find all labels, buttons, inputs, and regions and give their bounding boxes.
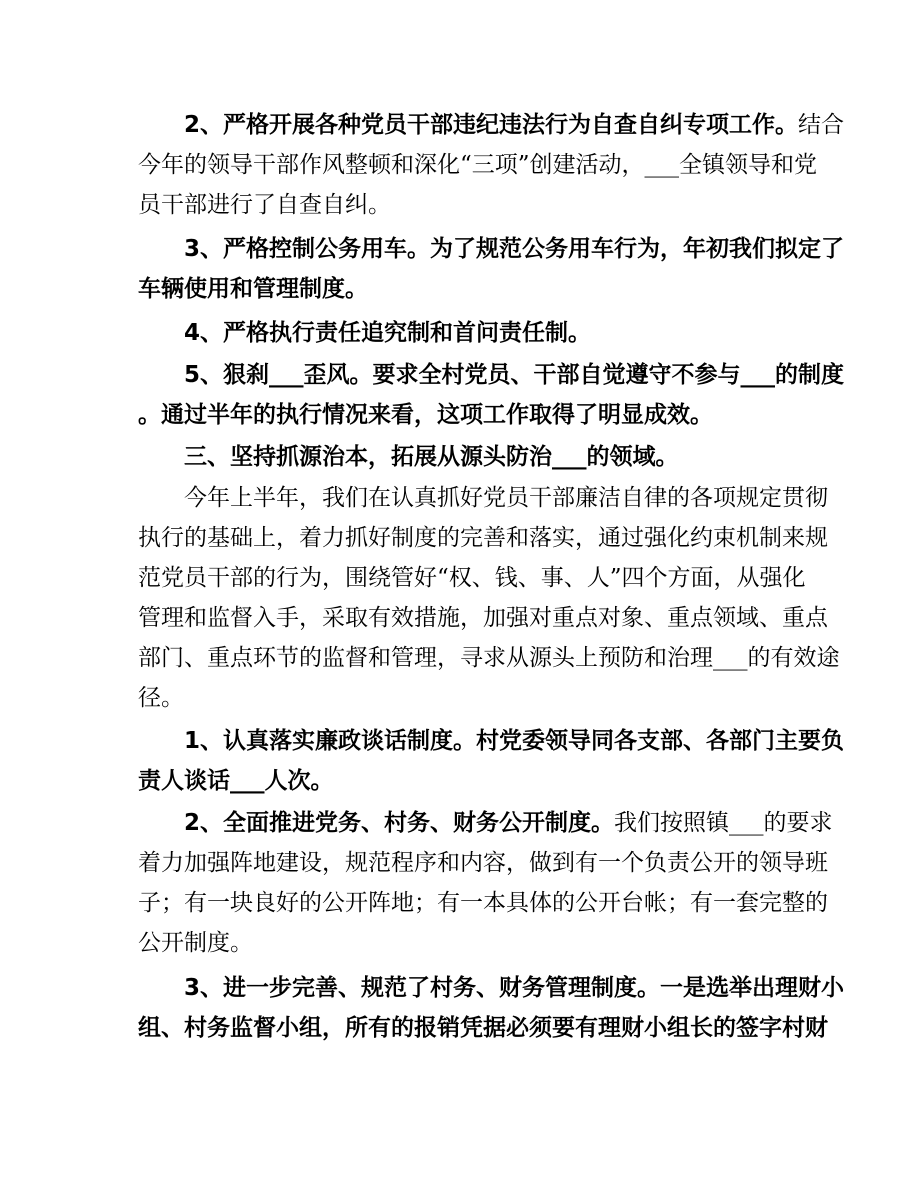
para-1-line-2: 今年的领导干部作风整顿和深化“三项”创建活动，___全镇领导和党	[138, 152, 818, 178]
para-8-line-1: 2、全面推进党务、村务、财务公开制度。我们按照镇___的要求	[184, 810, 833, 836]
para-6-line-4: 管理和监督入手，采取有效措施，加强对重点对象、重点领域、重点	[138, 605, 828, 631]
para-8-line-2: 着力加强阵地建设，规范程序和内容，做到有一个负责公开的领导班	[138, 850, 828, 876]
para-9-line-2: 组、村务监督小组，所有的报销凭据必须要有理财小组长的签字村财	[138, 1015, 828, 1041]
para-4-line-1: 5、狠刹___歪风。要求全村党员、干部自觉遵守不参与___的制度	[184, 362, 845, 388]
para-6-line-3: 范党员干部的行为，围绕管好“权、钱、事、人”四个方面，从强化	[138, 565, 806, 591]
para-1-line-1: 2、严格开展各种党员干部违纪违法行为自查自纠专项工作。结合	[184, 112, 845, 138]
para-7-line-1: 1、认真落实廉政谈话制度。村党委领导同各支部、各部门主要负	[184, 728, 845, 754]
para-6-line-1: 今年上半年，我们在认真抓好党员干部廉洁自律的各项规定贯彻	[184, 485, 828, 511]
para-4-line-2: 。通过半年的执行情况来看，这项工作取得了明显成效。	[138, 402, 713, 428]
para-7-line-2: 责人谈话___人次。	[138, 768, 334, 794]
para-9-line-1: 3、进一步完善、规范了村务、财务管理制度。一是选举出理财小	[184, 975, 845, 1001]
para-6-line-5: 部门、重点环节的监督和管理，寻求从源头上预防和治理___的有效途	[138, 645, 840, 671]
section-heading: 三、坚持抓源治本，拓展从源头防治___的领域。	[184, 444, 679, 470]
para-8-line-1-tail: 我们按照镇___的要求	[614, 810, 833, 836]
para-1-line-1-tail: 结合	[798, 112, 845, 138]
para-6-line-2: 执行的基础上，着力抓好制度的完善和落实，通过强化约束机制来规	[138, 525, 828, 551]
para-2-line-2: 车辆使用和管理制度。	[138, 276, 368, 302]
para-2-line-1: 3、严格控制公务用车。为了规范公务用车行为，年初我们拟定了	[184, 236, 845, 262]
para-8-line-4: 公开制度。	[138, 930, 253, 956]
para-1-line-3: 员干部进行了自查自纠。	[138, 192, 391, 218]
para-3-line-1: 4、严格执行责任追究制和首问责任制。	[184, 320, 592, 346]
para-6-line-6: 径。	[138, 685, 184, 711]
para-8-line-3: 子；有一块良好的公开阵地；有一本具体的公开台帐；有一套完整的	[138, 890, 828, 916]
